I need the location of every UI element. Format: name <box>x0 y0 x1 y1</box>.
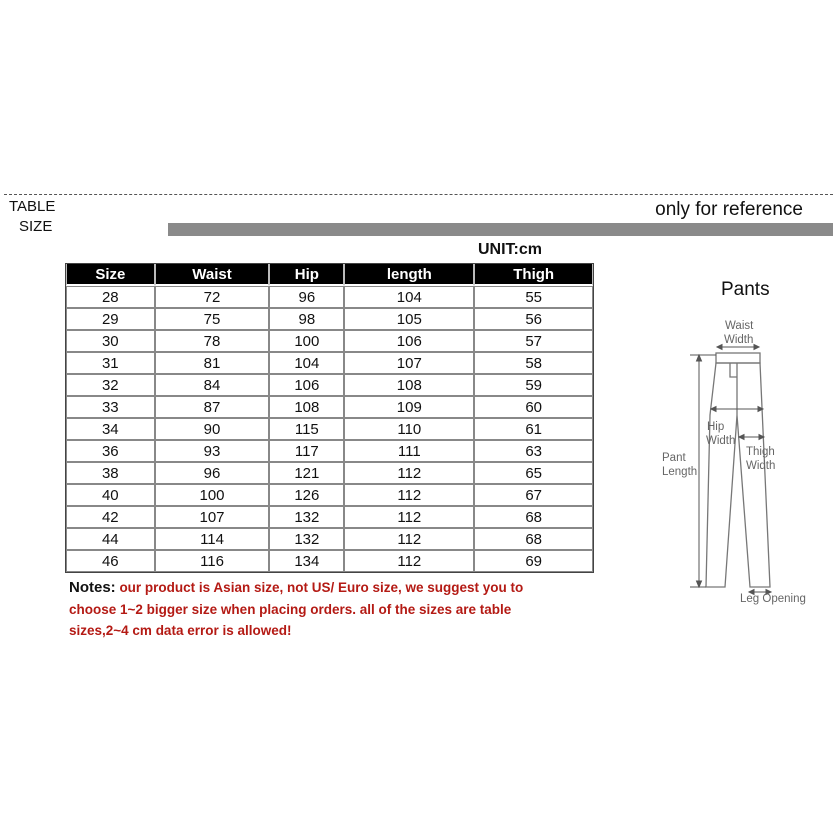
size-table <box>65 263 594 573</box>
column-header: Thigh <box>474 264 593 286</box>
pant-length-label-1: Pant <box>662 452 686 464</box>
table-cell: 63 <box>474 440 593 462</box>
table-cell: 61 <box>474 418 593 440</box>
table-cell: 44 <box>66 528 155 550</box>
table-cell: 132 <box>269 528 344 550</box>
section-title <box>9 197 69 237</box>
table-cell: 134 <box>269 550 344 572</box>
table-row <box>66 462 593 484</box>
table-cell: 104 <box>344 286 474 308</box>
table-cell: 29 <box>66 308 155 330</box>
table-cell: 81 <box>155 352 270 374</box>
table-row <box>66 528 593 550</box>
column-header: Waist <box>155 264 270 286</box>
notes-label: Notes: <box>69 579 116 596</box>
table-cell: 87 <box>155 396 270 418</box>
table-cell: 107 <box>344 352 474 374</box>
table-cell: 126 <box>269 484 344 506</box>
table-cell: 58 <box>474 352 593 374</box>
table-row <box>66 550 593 572</box>
table-cell: 57 <box>474 330 593 352</box>
table-cell: 111 <box>344 440 474 462</box>
table-body <box>66 286 593 572</box>
table-row <box>66 374 593 396</box>
waist-label-2: Width <box>724 334 754 346</box>
table-cell: 75 <box>155 308 270 330</box>
table-cell: 112 <box>344 506 474 528</box>
table-cell: 114 <box>155 528 270 550</box>
table-cell: 38 <box>66 462 155 484</box>
table-cell: 78 <box>155 330 270 352</box>
table-cell: 60 <box>474 396 593 418</box>
table-cell: 32 <box>66 374 155 396</box>
reference-note: only for reference <box>655 199 803 220</box>
table-row <box>66 396 593 418</box>
table-cell: 110 <box>344 418 474 440</box>
thigh-label-2: Width <box>746 460 776 472</box>
table-row <box>66 440 593 462</box>
table-cell: 28 <box>66 286 155 308</box>
title-line-1: TABLE <box>9 198 56 215</box>
table-cell: 46 <box>66 550 155 572</box>
table-cell: 98 <box>269 308 344 330</box>
dashed-divider <box>4 194 833 195</box>
table-cell: 107 <box>155 506 270 528</box>
table-cell: 117 <box>269 440 344 462</box>
table-cell: 42 <box>66 506 155 528</box>
column-header: Size <box>66 264 155 286</box>
table-row <box>66 506 593 528</box>
table-cell: 100 <box>269 330 344 352</box>
thigh-arrow <box>739 435 764 440</box>
table-cell: 116 <box>155 550 270 572</box>
pants-diagram <box>640 305 830 615</box>
table-cell: 30 <box>66 330 155 352</box>
notes-text: our product is Asian size, not US/ Euro size, we suggest you to choose 1~2 bigger size when placing orders. all of the sizes are table sizes,2~4 cm data error is allowed! <box>69 580 524 638</box>
notes <box>69 577 569 642</box>
table-cell: 112 <box>344 462 474 484</box>
table-cell: 96 <box>155 462 270 484</box>
table-cell: 96 <box>269 286 344 308</box>
unit-label: UNIT:cm <box>478 241 543 258</box>
table-cell: 106 <box>269 374 344 396</box>
table-header-row <box>66 264 593 286</box>
table-row <box>66 352 593 374</box>
table-cell: 108 <box>269 396 344 418</box>
table-cell: 90 <box>155 418 270 440</box>
title-line-2: SIZE <box>19 218 53 235</box>
table-cell: 106 <box>344 330 474 352</box>
table-row <box>66 286 593 308</box>
table-cell: 108 <box>344 374 474 396</box>
leg-opening-label: Leg Opening <box>740 593 806 605</box>
table-cell: 31 <box>66 352 155 374</box>
table-cell: 65 <box>474 462 593 484</box>
table-row <box>66 308 593 330</box>
table-cell: 115 <box>269 418 344 440</box>
table-cell: 59 <box>474 374 593 396</box>
table-cell: 112 <box>344 528 474 550</box>
column-header: length <box>344 264 474 286</box>
table-cell: 40 <box>66 484 155 506</box>
table-cell: 109 <box>344 396 474 418</box>
table-cell: 100 <box>155 484 270 506</box>
header-bar <box>168 223 833 236</box>
table-cell: 68 <box>474 506 593 528</box>
table-cell: 104 <box>269 352 344 374</box>
table-row <box>66 418 593 440</box>
table-cell: 56 <box>474 308 593 330</box>
table-cell: 69 <box>474 550 593 572</box>
pant-length-label-2: Length <box>662 466 698 478</box>
table-cell: 121 <box>269 462 344 484</box>
table-cell: 112 <box>344 484 474 506</box>
hip-label-1: Hip <box>707 421 725 433</box>
table-cell: 68 <box>474 528 593 550</box>
thigh-label-1: Thigh <box>746 446 775 458</box>
table-cell: 55 <box>474 286 593 308</box>
table-cell: 33 <box>66 396 155 418</box>
table-cell: 132 <box>269 506 344 528</box>
hip-label-2: Width <box>706 435 736 447</box>
table-cell: 105 <box>344 308 474 330</box>
table-cell: 67 <box>474 484 593 506</box>
table-row <box>66 330 593 352</box>
table-cell: 112 <box>344 550 474 572</box>
table-cell: 84 <box>155 374 270 396</box>
table-cell: 93 <box>155 440 270 462</box>
table-row <box>66 484 593 506</box>
table-cell: 34 <box>66 418 155 440</box>
diagram-title: Pants <box>721 279 770 300</box>
column-header: Hip <box>269 264 344 286</box>
table-cell: 36 <box>66 440 155 462</box>
waist-label-1: Waist <box>725 320 754 332</box>
table-cell: 72 <box>155 286 270 308</box>
